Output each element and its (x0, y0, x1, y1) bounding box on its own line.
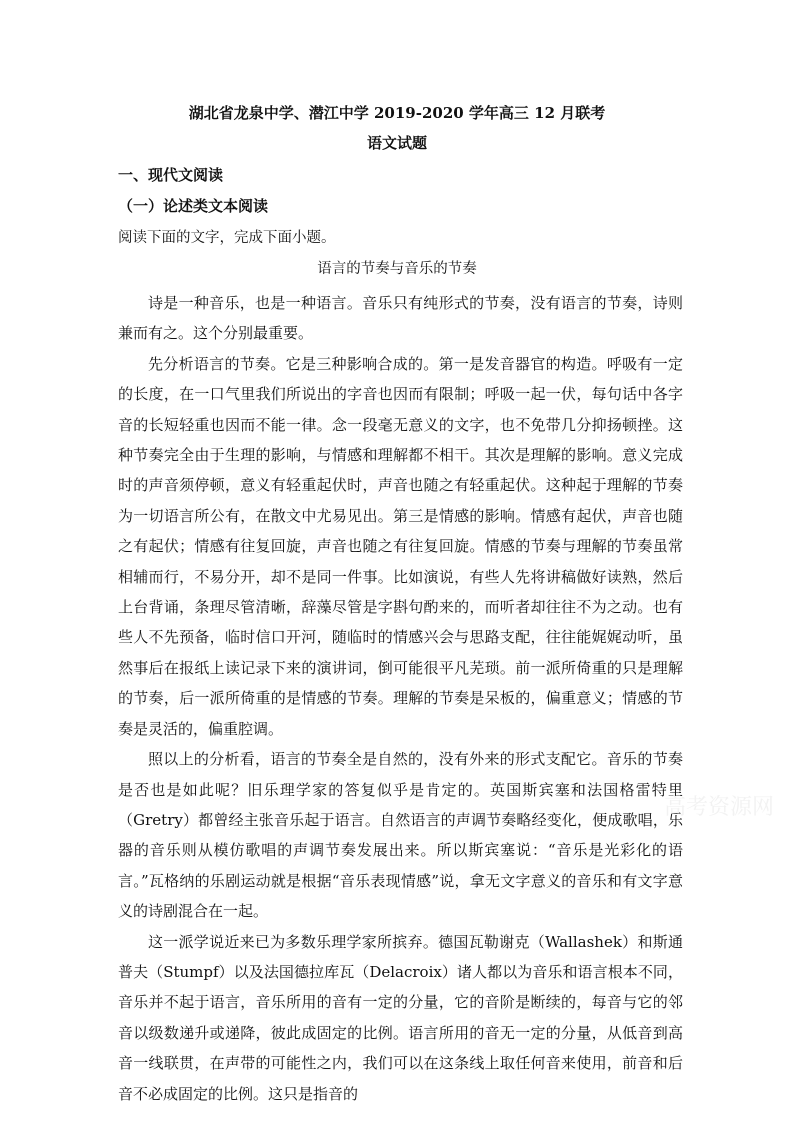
article-title: 语言的节奏与音乐的节奏 (317, 261, 477, 277)
subsection-heading: （一）论述类文本阅读 (118, 197, 269, 215)
watermark: 高考资源网 (664, 795, 775, 820)
exam-subtitle: 语文试题 (366, 134, 427, 152)
instruction-text: 阅读下面的文字，完成下面小题。 (118, 230, 336, 246)
paragraph: 先分析语言的节奏。它是三种影响合成的。第一是发音器官的构造。呼吸有一定的长度，在一口气里我们所说出的字音也因而有限制；呼吸一起一伏，每句话中各字音的长短轻重也因而不能一律。念一段毫无意义的文字，也不免带几分抑扬顿挫。这种节奏完全由于生理的影响，与情感和理解都不相干。其次是理解的影响。意义完成时的声音须停顿，意义有轻重起伏时，声音也随之有轻重起伏。这种起于理解的节奏为一切语言所公有，在散文中尤易见出。第三是情感的影响。情感有起伏，声音也随之有起伏；情感有往复回旋，声音也随之有往复回旋。情感的节奏与理解的节奏虽常相辅而行，不易分开，却不是同一件事。比如演说，有些人先将讲稿做好读熟，然后上台背诵，条理尽管清晰，辞藻尽管是字斟句酌来的，而听者却往往不为之动。也有些人不先预备，临时信口开河，随临时的情感兴会与思路支配，往往能娓娓动听，虽然事后在报纸上读记录下来的演讲词，倒可能很平凡芜琐。前一派所倚重的只是理解的节奏，后一派所倚重的是情感的节奏。理解的节奏是呆板的，偏重意义；情感的节奏是灵活的，偏重腔调。 (118, 354, 683, 738)
paragraph: 照以上的分析看，语言的节奏全是自然的，没有外来的形式支配它。音乐的节奏是否也是如此呢？旧乐理学家的答复似乎是肯定的。英国斯宾塞和法国格雷特里（Gretry）都曾经主张音乐起于语言。自然语言的声调节奏略经变化，便成歌唱，乐器的音乐则从模仿歌唱的声调节奏发展出来。所以斯宾塞说：“音乐是光彩化的语言。”瓦格纳的乐剧运动就是根据“音乐表现情感”说，拿无文字意义的音乐和有文字意义的诗剧混合在一起。 (118, 750, 683, 921)
paragraph: 这一派学说近来已为多数乐理学家所摈弃。德国瓦勒谢克（Wallashek）和斯通普夫（Stumpf）以及法国德拉库瓦（Delacroix）诸人都以为音乐和语言根本不同，音乐并不起于语言，音乐所用的音有一定的分量，它的音阶是断续的，每音与它的邻音以级数递升或递降，彼此成固定的比例。语言所用的音无一定的分量，从低音到高音一线联贯，在声带的可能性之内，我们可以在这条线上取任何音来使用，前音和后音不必成固定的比例。这只是指音的 (118, 932, 683, 1103)
paragraph: 诗是一种音乐，也是一种语言。音乐只有纯形式的节奏，没有语言的节奏，诗则兼而有之。这个分别最重要。 (118, 294, 683, 343)
article-body (118, 288, 683, 1109)
exam-title: 湖北省龙泉中学、潜江中学 2019-2020 学年高三 12 月联考 (188, 104, 606, 122)
section-heading: 一、现代文阅读 (118, 166, 224, 184)
